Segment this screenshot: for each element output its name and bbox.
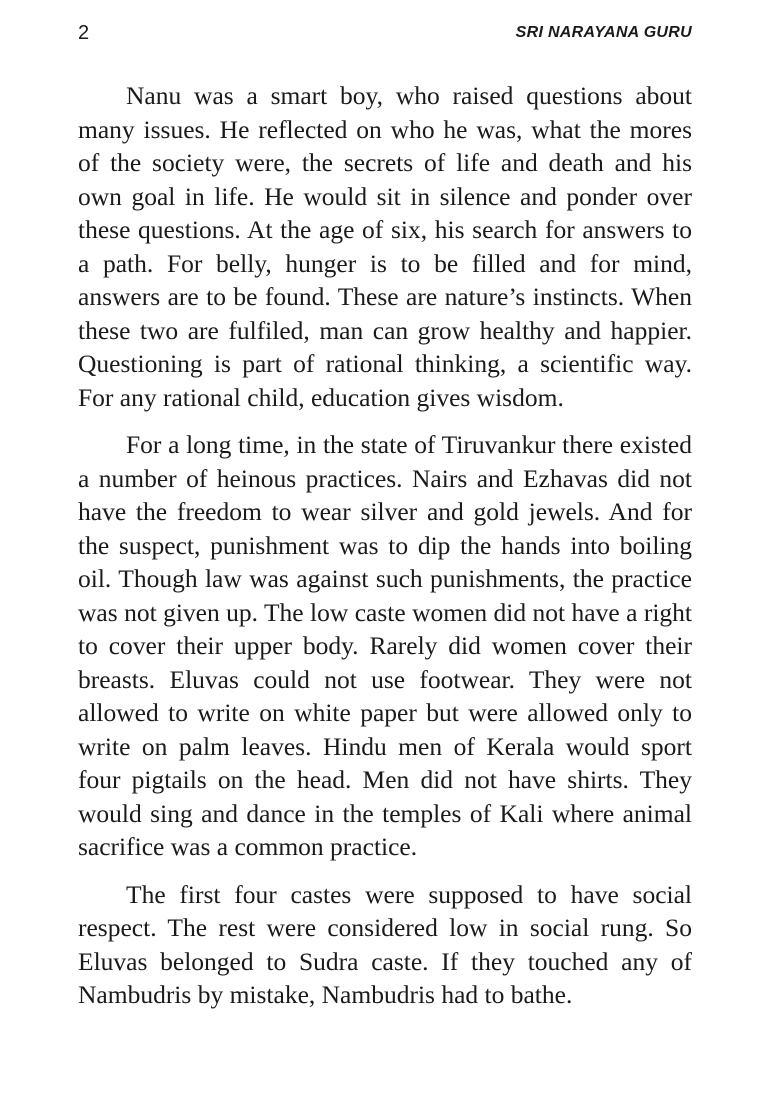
page-number: 2	[78, 22, 90, 44]
body-text	[78, 79, 692, 1026]
running-title: SRI NARAYANA GURU	[515, 24, 692, 41]
paragraph-2: For a long time, in the state of Tiruvankur there existed a number of heinous practices. Nairs and Ezhavas did not have the freedom to wear silver and gold jewels. And for the suspect, punishment was to dip the hands into boiling oil. Though law was against such punishments, the practice was not given up. The low caste women did not have a right to cover their upper body. Rarely did women cover their breasts. Eluvas could not use footwear. They were not allowed to write on white paper but were allowed only to write on palm leaves. Hindu men of Kerala would sport four pigtails on the head. Men did not have shirts. They would sing and dance in the temples of Kali where animal sacrifice was a common practice.	[78, 430, 692, 861]
paragraph-1: Nanu was a smart boy, who raised questions about many issues. He reflected on who he was, what the mores of the society were, the secrets of life and death and his own goal in life. He would sit in silence and ponder over these questions. At the age of six, his search for answers to a path. For belly, hunger is to be filled and for mind, answers are to be found. These are nature’s instincts. When these two are fulfiled, man can grow healthy and happier. Questioning is part of rational thinking, a scientific way. For any rational child, education gives wisdom.	[78, 81, 692, 412]
paragraph-3: The first four castes were supposed to have social respect. The rest were considered low in social rung. So Eluvas belonged to Sudra caste. If they touched any of Nambudris by mistake, Nambudris had to bathe.	[78, 879, 692, 1009]
page-header	[78, 18, 692, 50]
